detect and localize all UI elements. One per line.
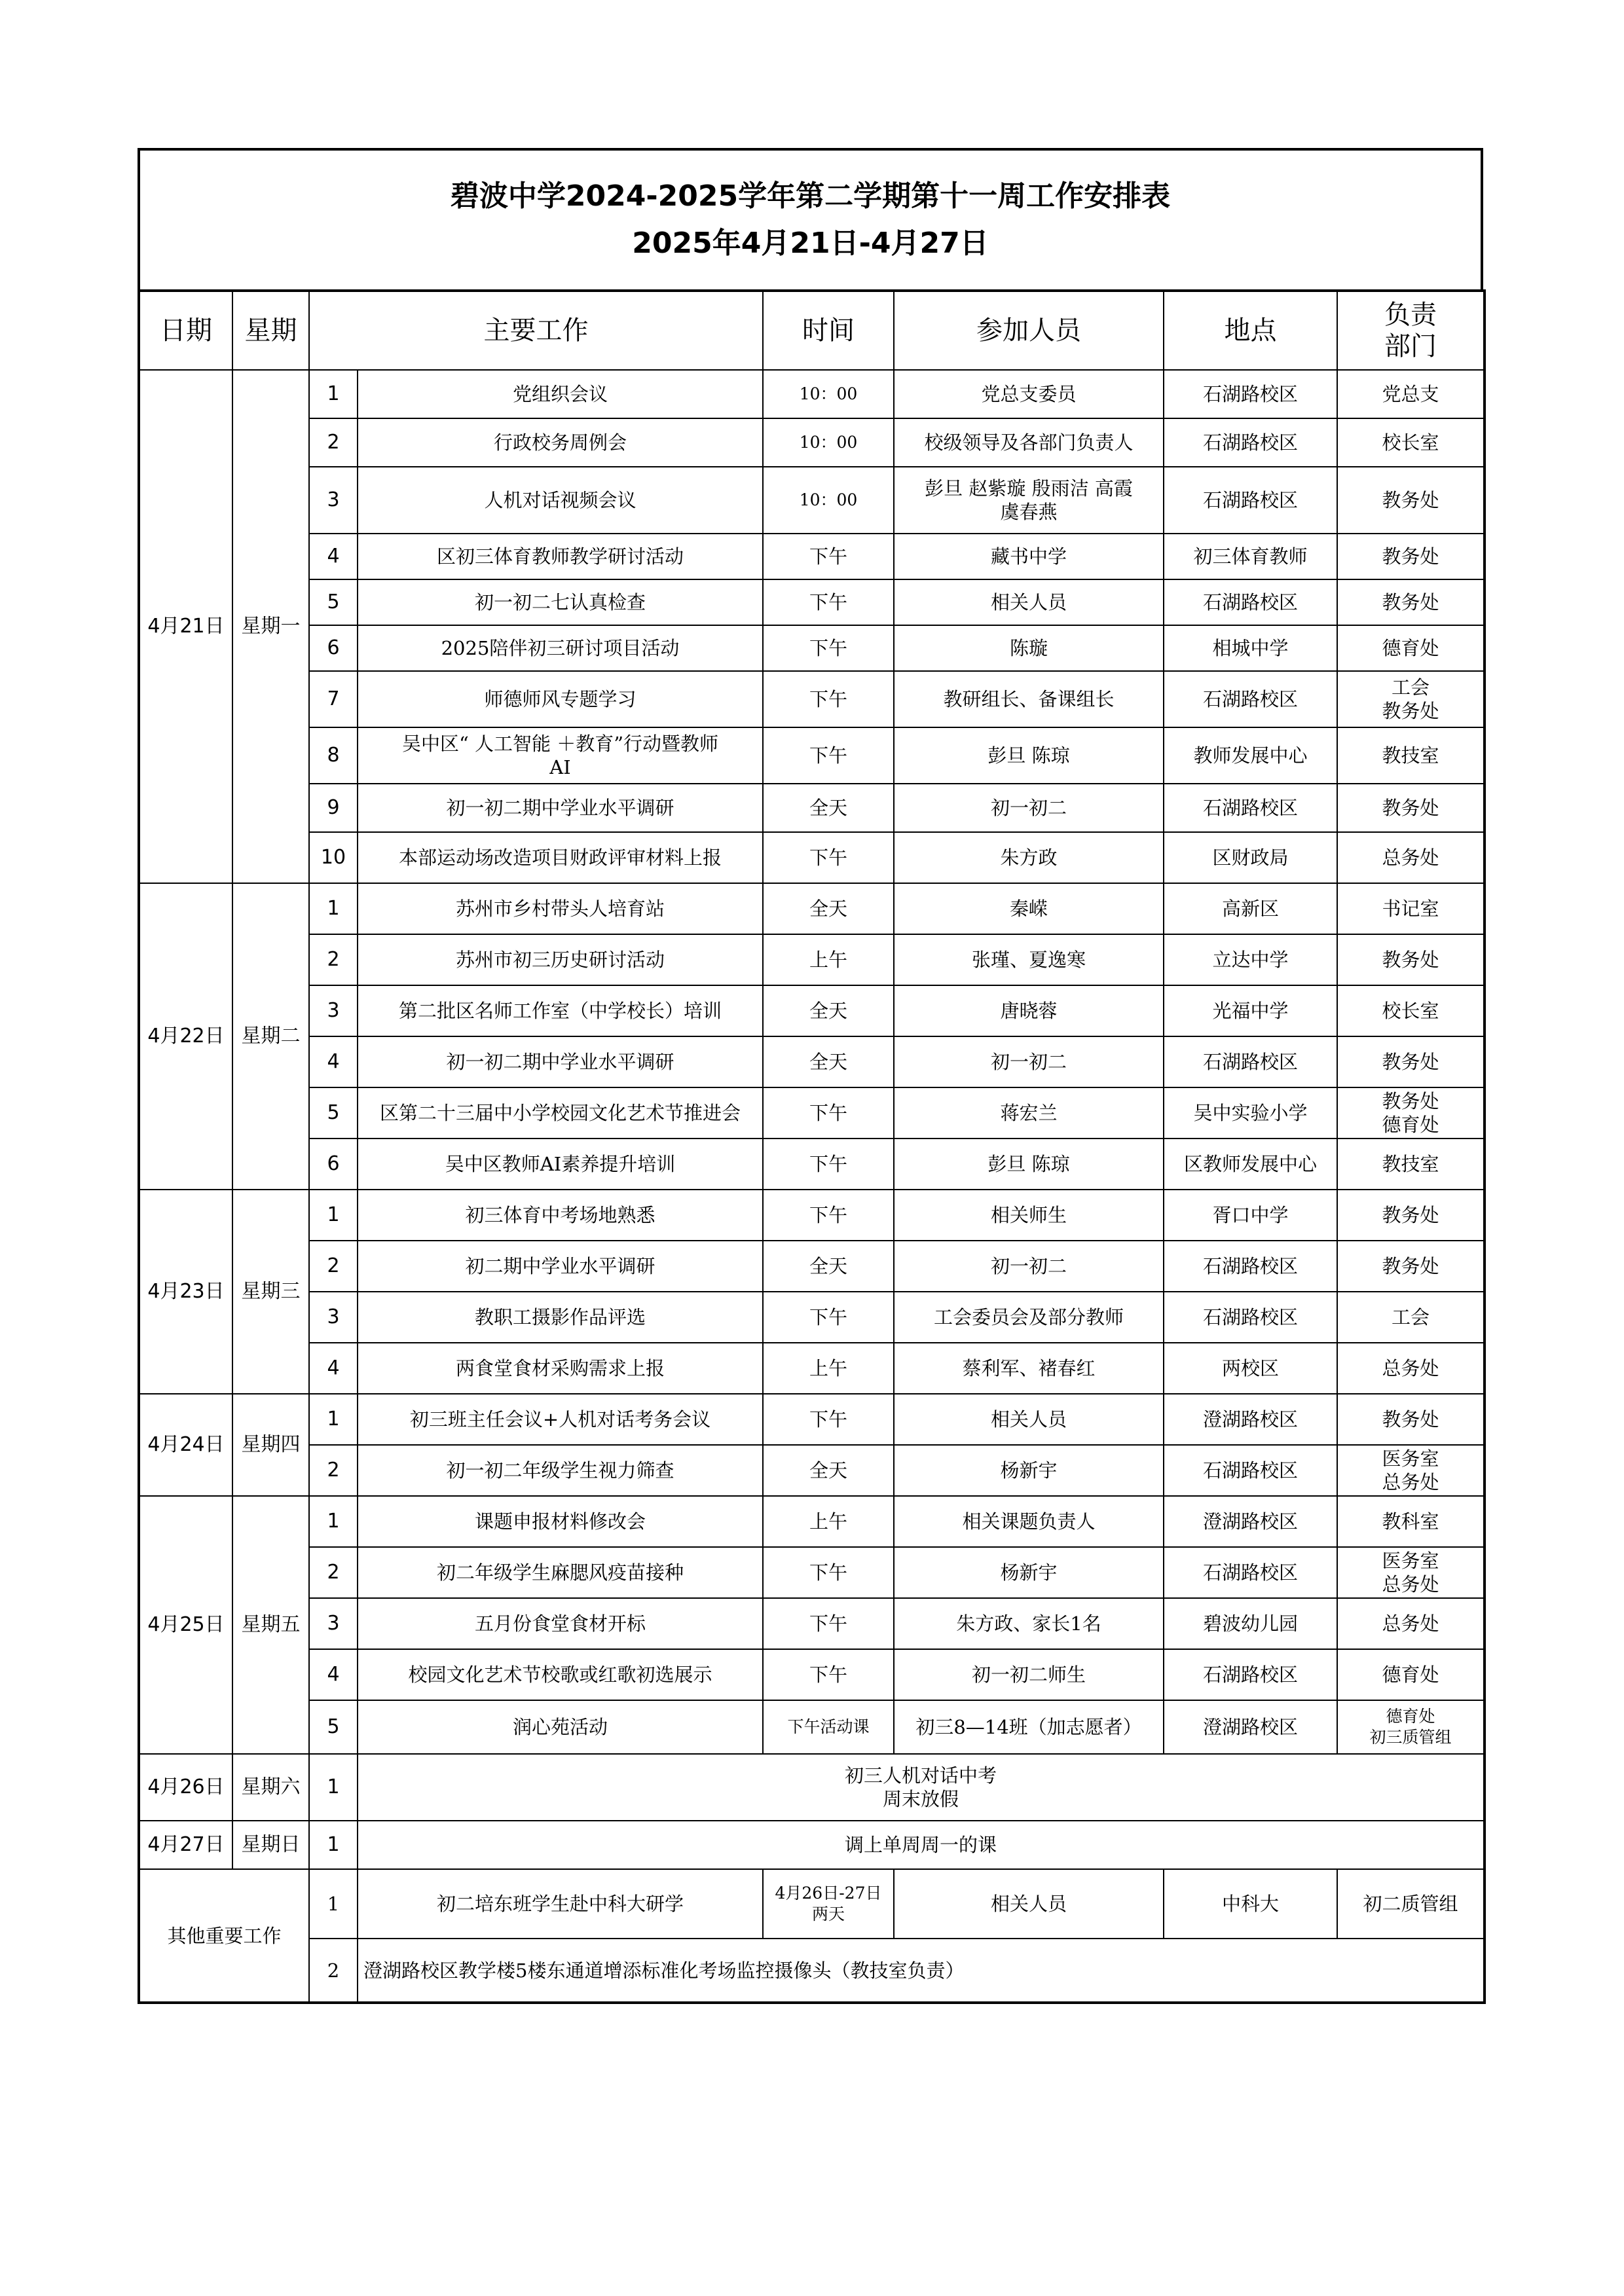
item-dept: 教务处 德育处 (1337, 1087, 1485, 1139)
item-place: 石湖路校区 (1164, 784, 1337, 832)
item-dept: 教务处 (1337, 1394, 1485, 1445)
day-weekday: 星期四 (232, 1394, 309, 1496)
item-work: 2025陪伴初三研讨项目活动 (358, 625, 763, 671)
schedule-sheet (138, 148, 1483, 2004)
item-work: 苏州市乡村带头人培育站 (358, 883, 763, 934)
item-time: 下午 (763, 832, 894, 883)
item-time: 全天 (763, 784, 894, 832)
item-number: 5 (309, 1087, 358, 1139)
item-people: 彭旦 赵紫璇 殷雨洁 高霞 虞春燕 (894, 467, 1164, 534)
schedule-row (139, 1087, 1485, 1139)
item-time: 全天 (763, 1445, 894, 1496)
schedule-row (139, 1139, 1485, 1190)
day-weekday: 星期二 (232, 883, 309, 1190)
item-people: 相关师生 (894, 1190, 1164, 1241)
item-dept: 德育处 初三质管组 (1337, 1700, 1485, 1754)
item-time: 下午 (763, 1190, 894, 1241)
item-number: 1 (309, 883, 358, 934)
schedule-row (139, 784, 1485, 832)
item-work: 校园文化艺术节校歌或红歌初选展示 (358, 1649, 763, 1700)
schedule-row (139, 1547, 1485, 1598)
item-number: 2 (309, 1241, 358, 1292)
item-number: 1 (309, 370, 358, 418)
item-work: 初二期中学业水平调研 (358, 1241, 763, 1292)
item-number: 3 (309, 467, 358, 534)
item-people: 相关人员 (894, 579, 1164, 625)
item-number: 6 (309, 1139, 358, 1190)
item-time: 全天 (763, 1036, 894, 1087)
other-row (139, 1939, 1485, 2003)
title-box (138, 148, 1483, 289)
item-work: 人机对话视频会议 (358, 467, 763, 534)
item-place: 石湖路校区 (1164, 1547, 1337, 1598)
header-date: 日期 (139, 291, 232, 370)
schedule-row (139, 534, 1485, 579)
item-work: 初二年级学生麻腮风疫苗接种 (358, 1547, 763, 1598)
header-dept: 负责 部门 (1337, 291, 1485, 370)
item-dept: 总务处 (1337, 832, 1485, 883)
item-people: 党总支委员 (894, 370, 1164, 418)
header-row (139, 291, 1485, 370)
item-place: 澄湖路校区 (1164, 1394, 1337, 1445)
item-dept: 教务处 (1337, 579, 1485, 625)
item-place: 立达中学 (1164, 934, 1337, 985)
item-time: 下午 (763, 1649, 894, 1700)
item-people: 藏书中学 (894, 534, 1164, 579)
schedule-row (139, 1036, 1485, 1087)
item-work: 五月份食堂食材开标 (358, 1598, 763, 1649)
header-weekday: 星期 (232, 291, 309, 370)
item-people: 初三8—14班（加志愿者） (894, 1700, 1164, 1754)
other-note: 澄湖路校区教学楼5楼东通道增添标准化考场监控摄像头（教技室负责） (358, 1939, 1485, 2003)
schedule-row (139, 1190, 1485, 1241)
item-time: 10：00 (763, 467, 894, 534)
item-work: 第二批区名师工作室（中学校长）培训 (358, 985, 763, 1036)
item-number: 9 (309, 784, 358, 832)
item-work: 区第二十三届中小学校园文化艺术节推进会 (358, 1087, 763, 1139)
item-place: 相城中学 (1164, 625, 1337, 671)
item-number: 4 (309, 534, 358, 579)
item-people: 工会委员会及部分教师 (894, 1292, 1164, 1343)
weekend-row (139, 1821, 1485, 1869)
schedule-row (139, 934, 1485, 985)
other-label: 其他重要工作 (139, 1869, 309, 2003)
item-number: 2 (309, 1547, 358, 1598)
schedule-row (139, 1292, 1485, 1343)
item-number: 6 (309, 625, 358, 671)
item-dept: 教务处 (1337, 784, 1485, 832)
item-work: 苏州市初三历史研讨活动 (358, 934, 763, 985)
item-people: 相关人员 (894, 1394, 1164, 1445)
item-number: 1 (309, 1754, 358, 1821)
schedule-row (139, 1343, 1485, 1394)
item-number: 4 (309, 1036, 358, 1087)
item-work: 党组织会议 (358, 370, 763, 418)
schedule-row (139, 671, 1485, 727)
item-people: 朱方政、家长1名 (894, 1598, 1164, 1649)
item-dept: 教务处 (1337, 467, 1485, 534)
item-people: 蒋宏兰 (894, 1087, 1164, 1139)
item-number: 2 (309, 1939, 358, 2003)
weekend-row (139, 1754, 1485, 1821)
item-time: 上午 (763, 1496, 894, 1547)
item-work: 初一初二期中学业水平调研 (358, 784, 763, 832)
item-number: 1 (309, 1869, 358, 1939)
item-number: 5 (309, 579, 358, 625)
item-work: 行政校务周例会 (358, 418, 763, 467)
item-dept: 书记室 (1337, 883, 1485, 934)
item-place: 区财政局 (1164, 832, 1337, 883)
schedule-row (139, 1394, 1485, 1445)
weekend-note: 初三人机对话中考 周末放假 (358, 1754, 1485, 1821)
weekend-note: 调上单周周一的课 (358, 1821, 1485, 1869)
schedule-row (139, 418, 1485, 467)
item-time: 全天 (763, 985, 894, 1036)
item-people: 杨新宇 (894, 1547, 1164, 1598)
item-time: 下午活动课 (763, 1700, 894, 1754)
item-dept: 党总支 (1337, 370, 1485, 418)
item-number: 5 (309, 1700, 358, 1754)
item-number: 3 (309, 1292, 358, 1343)
item-time: 下午 (763, 727, 894, 784)
item-time: 下午 (763, 1394, 894, 1445)
item-people: 相关课题负责人 (894, 1496, 1164, 1547)
day-date: 4月23日 (139, 1190, 232, 1394)
other-row (139, 1869, 1485, 1939)
item-number: 4 (309, 1343, 358, 1394)
item-dept: 教务处 (1337, 1190, 1485, 1241)
item-people: 初一初二 (894, 1036, 1164, 1087)
item-time: 上午 (763, 1343, 894, 1394)
item-work: 初三班主任会议+人机对话考务会议 (358, 1394, 763, 1445)
item-place: 两校区 (1164, 1343, 1337, 1394)
day-date: 4月22日 (139, 883, 232, 1190)
schedule-row (139, 832, 1485, 883)
item-dept: 德育处 (1337, 625, 1485, 671)
schedule-row (139, 370, 1485, 418)
item-dept: 教技室 (1337, 1139, 1485, 1190)
item-place: 高新区 (1164, 883, 1337, 934)
item-place: 石湖路校区 (1164, 1036, 1337, 1087)
item-number: 1 (309, 1394, 358, 1445)
item-people: 彭旦 陈琼 (894, 727, 1164, 784)
item-people: 教研组长、备课组长 (894, 671, 1164, 727)
item-work: 润心苑活动 (358, 1700, 763, 1754)
item-dept: 初二质管组 (1337, 1869, 1485, 1939)
schedule-row (139, 1241, 1485, 1292)
item-number: 10 (309, 832, 358, 883)
schedule-row (139, 467, 1485, 534)
item-dept: 工会 教务处 (1337, 671, 1485, 727)
item-work: 吴中区“ 人工智能 ＋教育”行动暨教师 AI (358, 727, 763, 784)
item-dept: 医务室 总务处 (1337, 1547, 1485, 1598)
header-work: 主要工作 (309, 291, 763, 370)
item-dept: 总务处 (1337, 1343, 1485, 1394)
schedule-row (139, 1700, 1485, 1754)
item-dept: 校长室 (1337, 418, 1485, 467)
item-place: 区教师发展中心 (1164, 1139, 1337, 1190)
item-number: 4 (309, 1649, 358, 1700)
item-number: 2 (309, 934, 358, 985)
item-work: 课题申报材料修改会 (358, 1496, 763, 1547)
item-work: 初二培东班学生赴中科大研学 (358, 1869, 763, 1939)
item-people: 蔡利军、褚春红 (894, 1343, 1164, 1394)
item-time: 10：00 (763, 370, 894, 418)
item-dept: 校长室 (1337, 985, 1485, 1036)
header-place: 地点 (1164, 291, 1337, 370)
item-people: 陈璇 (894, 625, 1164, 671)
item-people: 张瑾、夏逸寒 (894, 934, 1164, 985)
schedule-row (139, 625, 1485, 671)
item-number: 3 (309, 985, 358, 1036)
item-place: 石湖路校区 (1164, 1649, 1337, 1700)
item-time: 下午 (763, 1598, 894, 1649)
item-people: 彭旦 陈琼 (894, 1139, 1164, 1190)
schedule-row (139, 1598, 1485, 1649)
day-date: 4月24日 (139, 1394, 232, 1496)
item-work: 初一初二七认真检查 (358, 579, 763, 625)
item-time: 上午 (763, 934, 894, 985)
item-place: 石湖路校区 (1164, 1292, 1337, 1343)
item-place: 石湖路校区 (1164, 418, 1337, 467)
item-people: 朱方政 (894, 832, 1164, 883)
item-number: 1 (309, 1190, 358, 1241)
item-dept: 教务处 (1337, 1241, 1485, 1292)
item-place: 石湖路校区 (1164, 1241, 1337, 1292)
item-place: 石湖路校区 (1164, 671, 1337, 727)
item-number: 1 (309, 1821, 358, 1869)
item-time: 下午 (763, 671, 894, 727)
item-time: 下午 (763, 1292, 894, 1343)
day-date: 4月21日 (139, 370, 232, 883)
item-place: 澄湖路校区 (1164, 1700, 1337, 1754)
day-weekday: 星期日 (232, 1821, 309, 1869)
schedule-row (139, 579, 1485, 625)
item-time: 4月26日-27日 两天 (763, 1869, 894, 1939)
item-number: 8 (309, 727, 358, 784)
item-people: 相关人员 (894, 1869, 1164, 1939)
item-work: 初一初二年级学生视力筛查 (358, 1445, 763, 1496)
item-place: 石湖路校区 (1164, 579, 1337, 625)
day-weekday: 星期三 (232, 1190, 309, 1394)
schedule-row (139, 985, 1485, 1036)
item-place: 碧波幼儿园 (1164, 1598, 1337, 1649)
item-time: 下午 (763, 1547, 894, 1598)
item-people: 秦嵘 (894, 883, 1164, 934)
item-place: 石湖路校区 (1164, 370, 1337, 418)
item-people: 唐晓蓉 (894, 985, 1164, 1036)
day-date: 4月26日 (139, 1754, 232, 1821)
item-place: 澄湖路校区 (1164, 1496, 1337, 1547)
header-time: 时间 (763, 291, 894, 370)
title-line2: 2025年4月21日-4月27日 (632, 227, 989, 260)
item-place: 吴中实验小学 (1164, 1087, 1337, 1139)
item-place: 光福中学 (1164, 985, 1337, 1036)
item-place: 教师发展中心 (1164, 727, 1337, 784)
day-weekday: 星期六 (232, 1754, 309, 1821)
item-time: 全天 (763, 1241, 894, 1292)
schedule-row (139, 727, 1485, 784)
item-work: 两食堂食材采购需求上报 (358, 1343, 763, 1394)
item-dept: 德育处 (1337, 1649, 1485, 1700)
item-dept: 教务处 (1337, 1036, 1485, 1087)
item-place: 石湖路校区 (1164, 467, 1337, 534)
title-line1: 碧波中学2024-2025学年第二学期第十一周工作安排表 (450, 179, 1171, 213)
schedule-row (139, 1445, 1485, 1496)
item-dept: 教科室 (1337, 1496, 1485, 1547)
item-time: 下午 (763, 1139, 894, 1190)
day-date: 4月27日 (139, 1821, 232, 1869)
item-people: 初一初二 (894, 784, 1164, 832)
item-time: 下午 (763, 1087, 894, 1139)
item-place: 胥口中学 (1164, 1190, 1337, 1241)
item-place: 石湖路校区 (1164, 1445, 1337, 1496)
schedule-row (139, 1649, 1485, 1700)
item-people: 初一初二 (894, 1241, 1164, 1292)
day-weekday: 星期一 (232, 370, 309, 883)
item-work: 区初三体育教师教学研讨活动 (358, 534, 763, 579)
item-time: 下午 (763, 625, 894, 671)
item-dept: 教务处 (1337, 934, 1485, 985)
item-number: 2 (309, 1445, 358, 1496)
item-time: 10：00 (763, 418, 894, 467)
item-time: 下午 (763, 579, 894, 625)
item-time: 下午 (763, 534, 894, 579)
item-place: 初三体育教师 (1164, 534, 1337, 579)
item-work: 初三体育中考场地熟悉 (358, 1190, 763, 1241)
item-work: 师德师风专题学习 (358, 671, 763, 727)
schedule-row (139, 883, 1485, 934)
item-people: 校级领导及各部门负责人 (894, 418, 1164, 467)
schedule-row (139, 1496, 1485, 1547)
header-people: 参加人员 (894, 291, 1164, 370)
day-weekday: 星期五 (232, 1496, 309, 1754)
item-work: 初一初二期中学业水平调研 (358, 1036, 763, 1087)
item-dept: 医务室 总务处 (1337, 1445, 1485, 1496)
day-date: 4月25日 (139, 1496, 232, 1754)
item-place: 中科大 (1164, 1869, 1337, 1939)
item-time: 全天 (763, 883, 894, 934)
item-number: 7 (309, 671, 358, 727)
item-dept: 工会 (1337, 1292, 1485, 1343)
item-dept: 总务处 (1337, 1598, 1485, 1649)
item-work: 本部运动场改造项目财政评审材料上报 (358, 832, 763, 883)
item-number: 1 (309, 1496, 358, 1547)
item-dept: 教技室 (1337, 727, 1485, 784)
item-people: 初一初二师生 (894, 1649, 1164, 1700)
item-number: 3 (309, 1598, 358, 1649)
item-people: 杨新宇 (894, 1445, 1164, 1496)
item-work: 教职工摄影作品评选 (358, 1292, 763, 1343)
schedule-table (138, 289, 1486, 2004)
item-work: 吴中区教师AI素养提升培训 (358, 1139, 763, 1190)
item-number: 2 (309, 418, 358, 467)
item-dept: 教务处 (1337, 534, 1485, 579)
